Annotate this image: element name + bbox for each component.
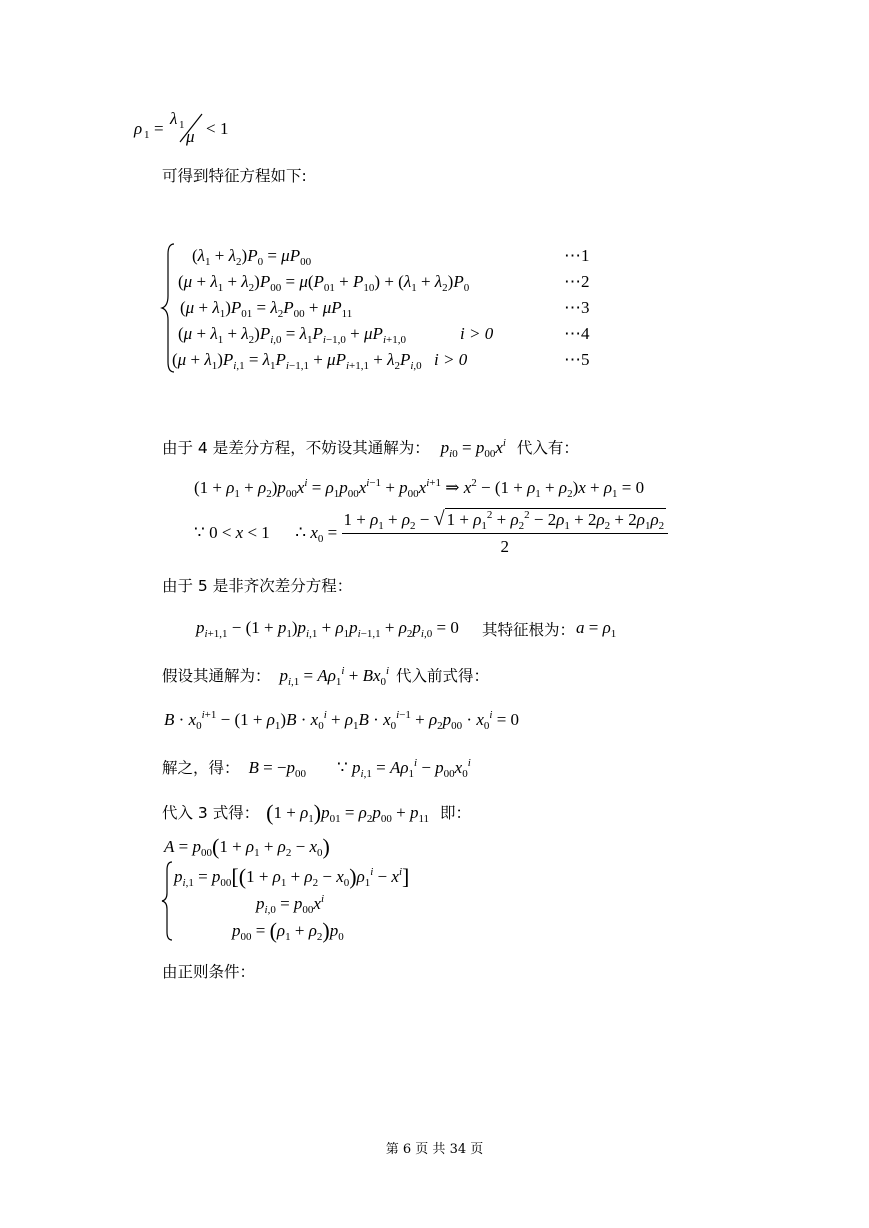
normalization-intro: 由正则条件： xyxy=(162,963,256,981)
assume-text-b: 代入前式得： xyxy=(396,667,490,685)
char-eq-intro: 可得到特征方程如下: xyxy=(162,167,307,185)
char-root-value: $a = \rho_1$ xyxy=(576,618,617,640)
svg-text:1: 1 xyxy=(179,119,185,131)
equation-4: $(\mu + \lambda_1 + \lambda_2)P_{i,0} = \lambda_1P_{i-1,0} + \mu P_{i+1,0}$ xyxy=(178,324,406,346)
pi1-result: $p_{i,1} = p_{00}[(1 + \rho_1 + \rho_2 - x_0)\rho_1^i - x^i]$ xyxy=(174,864,410,889)
equation-number-1: ⋯1 xyxy=(564,246,590,265)
assume-general-solution: $p_{i,1} = A\rho_1^i + Bx_0^i$ xyxy=(279,665,390,688)
result-system xyxy=(160,858,460,944)
footer-mid: 页 共 xyxy=(415,1142,446,1157)
pi0-result: $p_{i,0} = p_{00}x^i$ xyxy=(256,893,325,916)
svg-text:=: = xyxy=(154,119,164,138)
nonhomogeneous-equation: $p_{i+1,1} - (1 + p_1)p_{i,1} + \rho_1p_{i-1,1} + \rho_2p_{i,0} = 0$ xyxy=(196,618,459,640)
svg-text:1: 1 xyxy=(220,119,229,138)
eq4-intro xyxy=(162,436,579,458)
equation-number-4: ⋯4 xyxy=(564,324,590,343)
equation-number-2: ⋯2 xyxy=(564,272,590,291)
footer-pre: 第 xyxy=(385,1142,399,1157)
svg-text:λ: λ xyxy=(170,109,178,128)
eq5-intro: 由于 5 是非齐次差分方程： xyxy=(162,577,353,595)
equation-system xyxy=(160,240,610,376)
assume-line xyxy=(162,664,489,686)
eq4-intro-text-b: 代入有： xyxy=(516,439,579,457)
p00-result: $p_{00} = (\rho_1 + \rho_2)p_0$ xyxy=(232,918,344,943)
solve-pi1: ∵ $p_{i,1} = A\rho_1^i - p_{00}x_0^i$ xyxy=(336,757,471,780)
characteristic-equation: $(1 + \rho_1 + \rho_2)p_{00}x^i = \rho_1p_{00}x^{i-1} + p_{00}x^{i+1}$ ⇒ $x^2 - (1 + \rho_1 + \rho_2)x + \rho_1 = 0$ xyxy=(194,477,645,500)
equation-2: $(\mu + \lambda_1 + \lambda_2)P_{00} = \mu(P_{01} + P_{10}) + (\lambda_1 + \lambda_2)P_0$ xyxy=(178,272,470,294)
equation-5: $(\mu + \lambda_1)P_{i,1} = \lambda_1P_{i-1,1} + \mu P_{i+1,1} + \lambda_2P_{i,0}$ xyxy=(172,350,422,372)
rho-condition-formula xyxy=(134,108,234,144)
equation-number-5: ⋯5 xyxy=(564,350,590,369)
substituted-equation: $B \cdot x_0^{i+1} - (1 + \rho_1)B \cdot x_0^i + \rho_1B \cdot x_0^{i-1} + \rho_2p_{00} \cdot x_0^i = 0$ xyxy=(164,709,520,732)
footer-total-pages: 34 xyxy=(449,1142,467,1157)
svg-text:ρ: ρ xyxy=(134,119,143,138)
sub3-line xyxy=(162,800,471,826)
footer-post: 页 xyxy=(470,1142,484,1157)
rho-condition xyxy=(134,108,234,144)
solve-b-value: $B = -p_{00}$ xyxy=(248,758,307,780)
svg-text:μ: μ xyxy=(186,127,195,146)
equation-4-condition: i > 0 xyxy=(460,324,494,343)
assume-text-a: 假设其通解为： xyxy=(162,667,271,685)
eq4-intro-text-a: 由于 4 是差分方程，不妨设其通解为： xyxy=(162,439,430,457)
eq4-general-solution: $p_{i0} = p_{00}x^i$ xyxy=(440,437,506,460)
solve-text: 解之，得： xyxy=(162,759,240,777)
equation-5-condition: i > 0 xyxy=(434,350,468,369)
equation-1: $(\lambda_1 + \lambda_2)P_0 = \mu P_{00}$ xyxy=(192,246,312,268)
equation-3: $(\mu + \lambda_1)P_{01} = \lambda_2P_{00} + \mu P_{11}$ xyxy=(180,298,353,320)
svg-text:<: < xyxy=(206,119,216,138)
a-value: $A = p_{00}(1 + \rho_1 + \rho_2 - x_0)$ xyxy=(164,834,330,859)
svg-text:1: 1 xyxy=(144,129,150,141)
equation-number-3: ⋯3 xyxy=(564,298,590,317)
sub3-text-a: 代入 3 式得： xyxy=(162,804,260,822)
root-x0-fraction: $\frac{1 + \rho_1 + \rho_2 - √ 1 + \rho_1^2 + \rho_2^2 - 2\rho_1 + 2\rho_2 + 2\rho_1\rho_2}{2}$ xyxy=(342,508,669,557)
root-x0: ∵ 0 < x < 1 ∴ $x_0$ = $\frac{1 + \rho_1 + \rho_2 - √ 1 + \rho_1^2 + \rho_2^2 - 2\rho_1 + 2\rho_2 + 2\rho_1\rho_2}{2}$ xyxy=(194,508,668,557)
sub3-text-b: 即： xyxy=(439,804,471,822)
char-root-label: 其特征根为： xyxy=(482,621,576,639)
page-footer xyxy=(0,1138,869,1157)
solve-line xyxy=(162,756,471,778)
footer-page-number: 6 xyxy=(402,1142,412,1157)
sub3-equation: $(1 + \rho_1)p_{01} = \rho_2p_{00} + p_{11}$ xyxy=(266,800,430,825)
